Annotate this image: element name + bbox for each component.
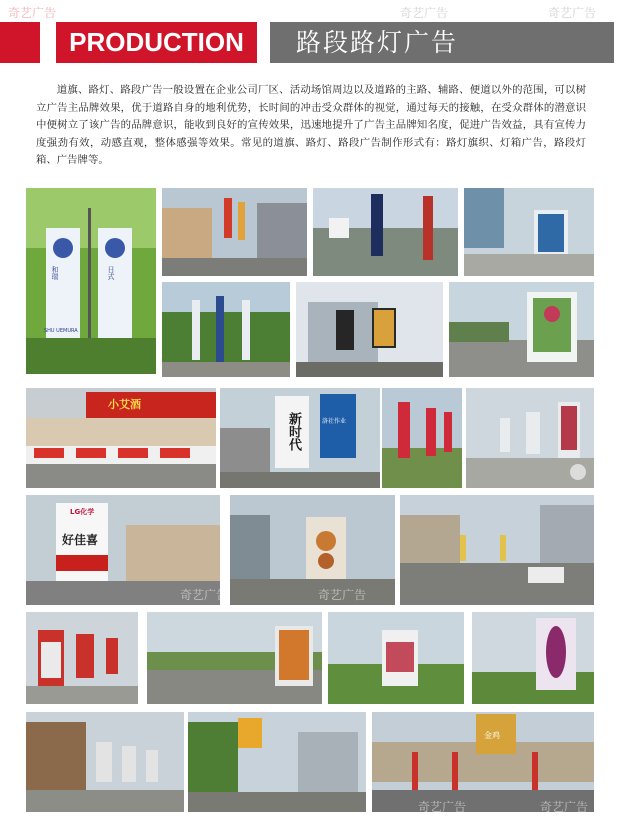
header-red-bar — [0, 22, 40, 63]
photo-fashion-lightbox — [472, 612, 594, 704]
photo-lightbox-row — [466, 388, 594, 488]
photo-street-banners — [26, 188, 156, 374]
photo-city-street — [162, 188, 307, 276]
photo-hanging-banners — [220, 388, 380, 488]
production-label: PRODUCTION — [56, 22, 257, 63]
banner-brand: SHU UEMURA — [44, 328, 78, 334]
sign-text: 金鸡 — [484, 731, 500, 740]
banner-text: 日式 — [107, 266, 115, 280]
page-title: 路段路灯广告 — [270, 22, 614, 63]
description-paragraph: 道旗、路灯、路段广告一般设置在企业公司厂区、活动场馆周边以及道路的主路、辅路、便道以外的范围，可以树立广告主品牌效果，优于道路自身的地利优势，长时间的冲击受众群体的视觉，通过每天的接触，在受众群体的潜意识中便树立了该广告的品牌意识，能收到良好的宣传效果，迅速地提升了广告主品牌知名度，促进广告效益，具有宣传力度强劲有效，动感直观，整体感强等效果。常见的道旗、路灯、路段广告制作形式有：路灯旗织、灯箱广告，路段灯箱、广告牌等。 — [36, 84, 586, 167]
photo-vertical-banners-trees — [162, 282, 290, 377]
photo-storefront-barriers — [26, 388, 216, 488]
photo-street-lightboxes — [26, 712, 184, 812]
photo-road-traffic — [400, 495, 594, 605]
watermark: 奇艺广告 — [8, 6, 57, 20]
watermark: 奇艺广告 — [418, 800, 467, 814]
photo-lamp-lightbox-food — [230, 495, 395, 605]
photo-lamp-post-signs — [313, 188, 458, 276]
photo-lightbox-sidewalk — [464, 188, 594, 276]
photo-road-lightbox — [449, 282, 594, 377]
watermark: 奇艺广告 — [540, 800, 589, 814]
photo-lightbox-row-2 — [26, 612, 138, 704]
photo-lamp-lightbox-building — [296, 282, 443, 377]
banner-subtext: 洛社作业 — [322, 418, 347, 425]
header-banner — [0, 0, 620, 64]
billboard-slogan: 好佳喜 — [62, 533, 99, 547]
photo-lightbox-roadside — [328, 612, 464, 704]
photo-red-banners-trees — [382, 388, 462, 488]
watermark: 奇艺广告 — [180, 588, 229, 602]
watermark: 奇艺广告 — [548, 6, 597, 20]
banner-text: 和瑞 — [51, 266, 59, 280]
watermark: 奇艺广告 — [318, 588, 367, 602]
banner-text: 新时代 — [286, 412, 301, 451]
photo-road-lightbox-2 — [147, 612, 322, 704]
photo-boulevard-signs — [372, 712, 594, 812]
billboard-brand: LG化学 — [70, 508, 95, 516]
photo-crossroad-billboard — [188, 712, 366, 812]
watermark: 奇艺广告 — [400, 6, 449, 20]
store-sign-text: 小艾酒 — [108, 398, 141, 411]
